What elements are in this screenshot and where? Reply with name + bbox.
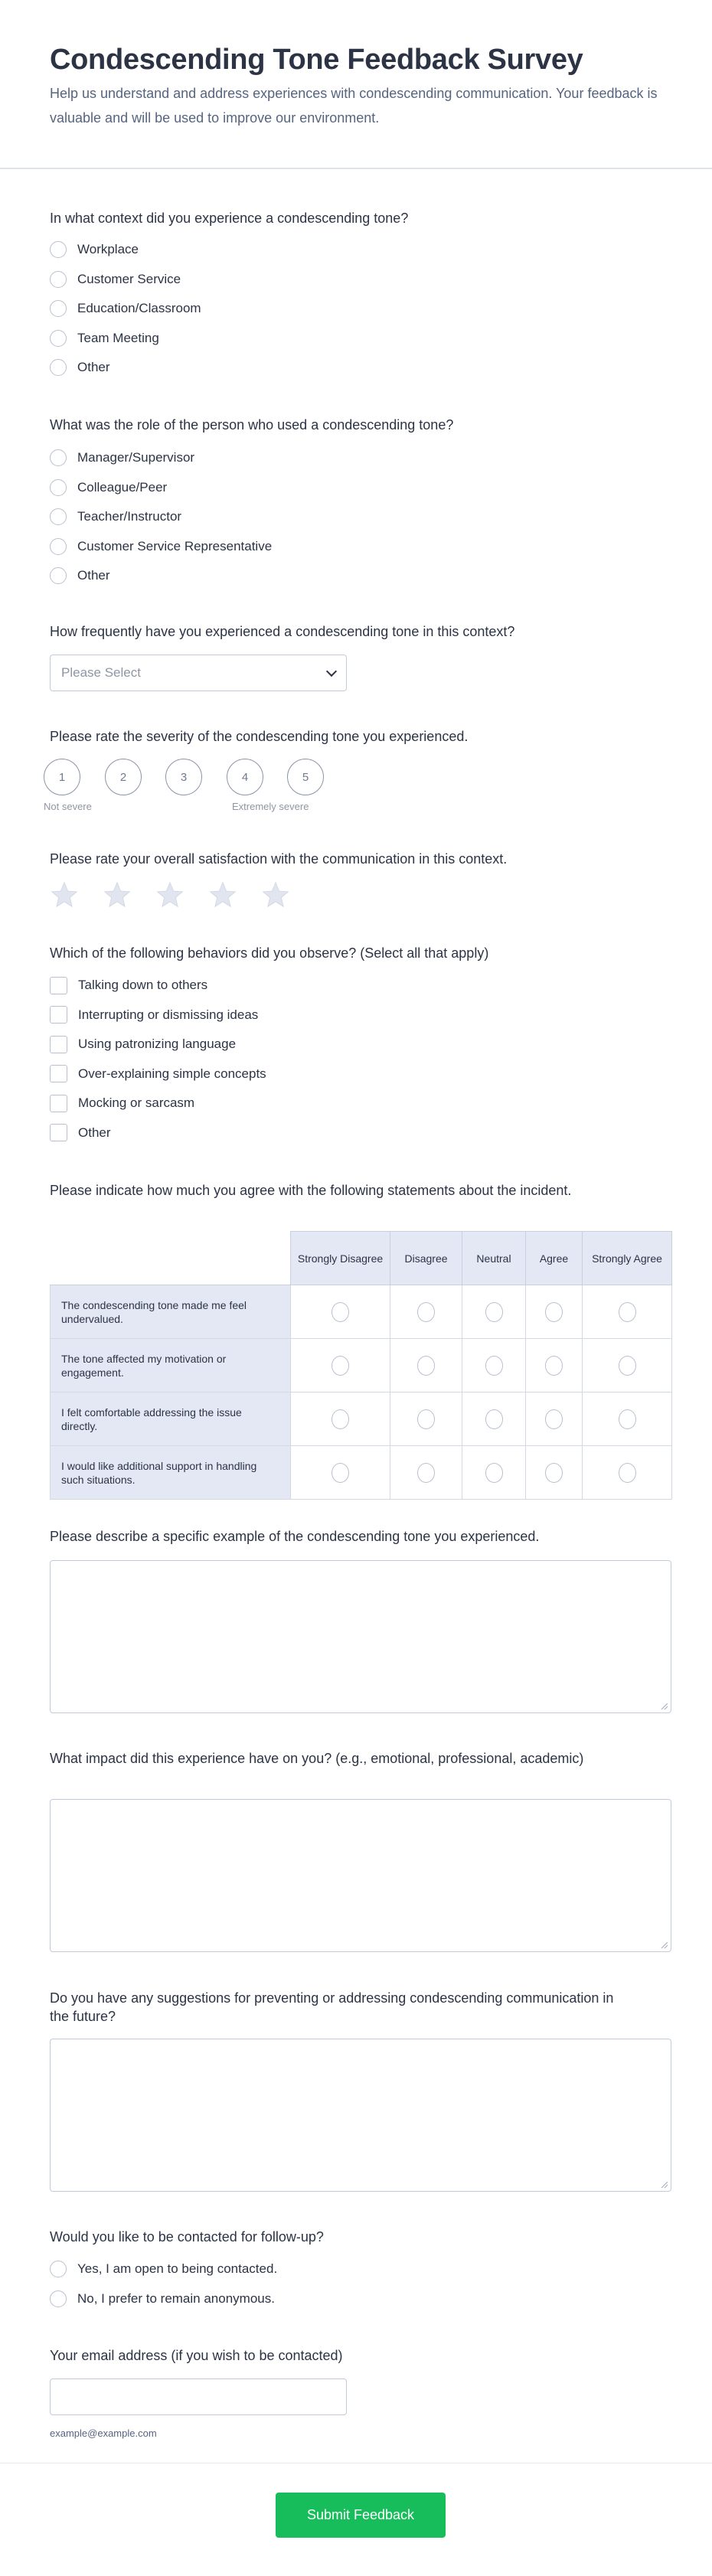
matrix-cell[interactable] xyxy=(291,1339,390,1392)
severity-max-label: Extremely severe xyxy=(232,801,309,812)
matrix-column-header: Strongly Disagree xyxy=(291,1232,390,1285)
severity-option-1[interactable]: 1 xyxy=(44,759,80,795)
severity-option-5[interactable]: 5 xyxy=(287,759,324,795)
star-icon[interactable] xyxy=(50,880,79,909)
radio-button[interactable] xyxy=(485,1409,503,1429)
option-label: Team Meeting xyxy=(77,330,159,345)
radio-button[interactable] xyxy=(417,1356,435,1376)
checkbox-option[interactable] xyxy=(50,1001,266,1030)
star-icon[interactable] xyxy=(103,880,132,909)
severity-option-4[interactable]: 4 xyxy=(227,759,263,795)
impact-textarea[interactable] xyxy=(50,1799,671,1952)
agreement-matrix xyxy=(50,1231,672,1500)
star-icon[interactable] xyxy=(261,880,290,909)
context-radio-group xyxy=(50,235,201,383)
option-label: Talking down to others xyxy=(78,978,208,993)
matrix-cell[interactable] xyxy=(583,1446,672,1500)
header-divider xyxy=(0,168,712,169)
option-label: Over-explaining simple concepts xyxy=(78,1066,266,1081)
radio-option[interactable] xyxy=(50,443,272,473)
matrix-row-label: The tone affected my motivation or engagement. xyxy=(51,1339,291,1392)
question-frequency-label: How frequently have you experienced a condescending tone in this context? xyxy=(50,624,515,639)
matrix-cell[interactable] xyxy=(291,1285,390,1339)
radio-button[interactable] xyxy=(545,1356,563,1376)
checkbox[interactable] xyxy=(50,1006,67,1024)
matrix-cell[interactable] xyxy=(583,1339,672,1392)
radio-option[interactable] xyxy=(50,324,201,354)
radio-button[interactable] xyxy=(332,1409,349,1429)
radio-button[interactable] xyxy=(417,1409,435,1429)
question-context-label: In what context did you experience a condescending tone? xyxy=(50,211,409,226)
matrix-cell[interactable] xyxy=(390,1392,462,1446)
matrix-cell[interactable] xyxy=(526,1392,583,1446)
resize-handle-icon[interactable] xyxy=(661,1703,668,1709)
page-subtitle: Help us understand and address experiences with condescending communication. Your feedback is valuable and will be used to improve our environment. xyxy=(50,86,658,126)
matrix-cell[interactable] xyxy=(462,1392,526,1446)
matrix-row-label: The condescending tone made me feel undervalued. xyxy=(51,1285,291,1339)
radio-option[interactable] xyxy=(50,532,272,562)
option-label: Colleague/Peer xyxy=(77,479,168,495)
checkbox-option[interactable] xyxy=(50,1059,266,1089)
matrix-column-header: Neutral xyxy=(462,1232,526,1285)
matrix-row-label: I felt comfortable addressing the issue directly. xyxy=(51,1392,291,1446)
matrix-row xyxy=(51,1339,672,1392)
matrix-corner xyxy=(51,1232,291,1285)
example-textarea[interactable] xyxy=(50,1560,671,1713)
radio-button[interactable] xyxy=(50,271,67,288)
checkbox-option[interactable] xyxy=(50,971,266,1001)
matrix-cell[interactable] xyxy=(526,1339,583,1392)
matrix-cell[interactable] xyxy=(583,1285,672,1339)
radio-button[interactable] xyxy=(545,1463,563,1483)
option-label: Other xyxy=(78,1125,111,1140)
matrix-cell[interactable] xyxy=(390,1339,462,1392)
radio-option[interactable] xyxy=(50,294,201,324)
question-behaviors-label: Which of the following behaviors did you observe? (Select all that apply) xyxy=(50,945,489,961)
matrix-row-label: I would like additional support in handling such situations. xyxy=(51,1446,291,1500)
question-suggestions-label: Do you have any suggestions for preventing or addressing condescending communication in the future? xyxy=(50,1990,614,2024)
matrix-column-header: Disagree xyxy=(390,1232,462,1285)
option-label: Mocking or sarcasm xyxy=(78,1095,195,1111)
matrix-column-header: Agree xyxy=(526,1232,583,1285)
radio-button[interactable] xyxy=(417,1463,435,1483)
matrix-cell[interactable] xyxy=(291,1446,390,1500)
radio-option[interactable] xyxy=(50,265,201,295)
question-role-label: What was the role of the person who used a condescending tone? xyxy=(50,417,454,433)
matrix-cell[interactable] xyxy=(462,1446,526,1500)
submit-button[interactable]: Submit Feedback xyxy=(276,2493,446,2538)
option-label: Customer Service Representative xyxy=(77,538,273,553)
severity-option-2[interactable]: 2 xyxy=(105,759,142,795)
option-label: Using patronizing language xyxy=(78,1037,237,1052)
star-icon[interactable] xyxy=(155,880,185,909)
radio-button[interactable] xyxy=(332,1356,349,1376)
role-radio-group xyxy=(50,443,272,591)
checkbox[interactable] xyxy=(50,1036,67,1053)
radio-button[interactable] xyxy=(50,538,67,555)
radio-button[interactable] xyxy=(50,2290,67,2307)
matrix-cell[interactable] xyxy=(462,1285,526,1339)
resize-handle-icon[interactable] xyxy=(661,2182,668,2188)
option-label: Education/Classroom xyxy=(77,301,201,316)
radio-option[interactable] xyxy=(50,2284,277,2314)
radio-button[interactable] xyxy=(50,2261,67,2277)
matrix-cell[interactable] xyxy=(390,1285,462,1339)
page-title: Condescending Tone Feedback Survey xyxy=(50,44,583,76)
chevron-down-icon xyxy=(326,665,337,676)
radio-button[interactable] xyxy=(545,1409,563,1429)
radio-button[interactable] xyxy=(50,330,67,347)
radio-option[interactable] xyxy=(50,561,272,591)
matrix-column-header: Strongly Agree xyxy=(583,1232,672,1285)
checkbox[interactable] xyxy=(50,977,67,994)
suggestions-textarea[interactable] xyxy=(50,2039,671,2192)
checkbox-option[interactable] xyxy=(50,1118,266,1148)
radio-button[interactable] xyxy=(332,1463,349,1483)
option-label: Yes, I am open to being contacted. xyxy=(77,2261,278,2277)
radio-button[interactable] xyxy=(485,1356,503,1376)
option-label: No, I prefer to remain anonymous. xyxy=(77,2290,275,2306)
frequency-select[interactable] xyxy=(50,655,347,691)
followup-radio-group xyxy=(50,2254,277,2313)
matrix-cell[interactable] xyxy=(390,1446,462,1500)
option-label: Other xyxy=(77,360,110,375)
matrix-cell[interactable] xyxy=(583,1392,672,1446)
radio-button[interactable] xyxy=(619,1356,636,1376)
option-label: Teacher/Instructor xyxy=(77,509,182,524)
question-severity-label: Please rate the severity of the condescending tone you experienced. xyxy=(50,729,469,744)
matrix-cell[interactable] xyxy=(462,1339,526,1392)
question-email-label: Your email address (if you wish to be contacted) xyxy=(50,2348,343,2363)
radio-button[interactable] xyxy=(50,567,67,584)
radio-button[interactable] xyxy=(50,300,67,317)
checkbox-option[interactable] xyxy=(50,1089,266,1118)
checkbox-option[interactable] xyxy=(50,1030,266,1059)
radio-button[interactable] xyxy=(545,1302,563,1322)
checkbox[interactable] xyxy=(50,1095,67,1112)
option-label: Customer Service xyxy=(77,271,181,286)
radio-button[interactable] xyxy=(50,508,67,525)
radio-button[interactable] xyxy=(619,1409,636,1429)
radio-button[interactable] xyxy=(619,1463,636,1483)
radio-button[interactable] xyxy=(50,241,67,258)
question-followup-label: Would you like to be contacted for follow-up? xyxy=(50,2229,324,2245)
email-hint: example@example.com xyxy=(50,2427,157,2439)
question-satisfaction-label: Please rate your overall satisfaction with the communication in this context. xyxy=(50,851,508,867)
question-impact-label: What impact did this experience have on you? (e.g., emotional, professional, academic) xyxy=(50,1751,584,1766)
matrix-cell[interactable] xyxy=(526,1285,583,1339)
matrix-row xyxy=(51,1285,672,1339)
resize-handle-icon[interactable] xyxy=(661,1942,668,1948)
option-label: Other xyxy=(77,568,110,583)
radio-option[interactable] xyxy=(50,353,201,383)
radio-option[interactable] xyxy=(50,2254,277,2284)
matrix-cell[interactable] xyxy=(526,1446,583,1500)
radio-button[interactable] xyxy=(485,1463,503,1483)
radio-option[interactable] xyxy=(50,502,272,532)
radio-option[interactable] xyxy=(50,473,272,503)
checkbox[interactable] xyxy=(50,1065,67,1082)
radio-button[interactable] xyxy=(50,359,67,376)
question-example-label: Please describe a specific example of the condescending tone you experienced. xyxy=(50,1529,540,1544)
matrix-row xyxy=(51,1392,672,1446)
severity-min-label: Not severe xyxy=(44,801,92,812)
radio-button[interactable] xyxy=(332,1302,349,1322)
email-input[interactable] xyxy=(50,2378,347,2415)
behaviors-checkbox-group xyxy=(50,971,266,1148)
star-icon[interactable] xyxy=(208,880,237,909)
option-label: Interrupting or dismissing ideas xyxy=(78,1007,259,1022)
option-label: Manager/Supervisor xyxy=(77,450,195,465)
radio-button[interactable] xyxy=(50,449,67,466)
option-label: Workplace xyxy=(77,242,139,257)
radio-button[interactable] xyxy=(50,479,67,496)
matrix-row xyxy=(51,1446,672,1500)
radio-option[interactable] xyxy=(50,235,201,265)
matrix-cell[interactable] xyxy=(291,1392,390,1446)
radio-button[interactable] xyxy=(619,1302,636,1322)
radio-button[interactable] xyxy=(417,1302,435,1322)
frequency-select-placeholder: Please Select xyxy=(61,665,141,680)
question-agreement-label: Please indicate how much you agree with the following statements about the incident. xyxy=(50,1183,572,1198)
checkbox[interactable] xyxy=(50,1124,67,1141)
radio-button[interactable] xyxy=(485,1302,503,1322)
severity-option-3[interactable]: 3 xyxy=(165,759,202,795)
